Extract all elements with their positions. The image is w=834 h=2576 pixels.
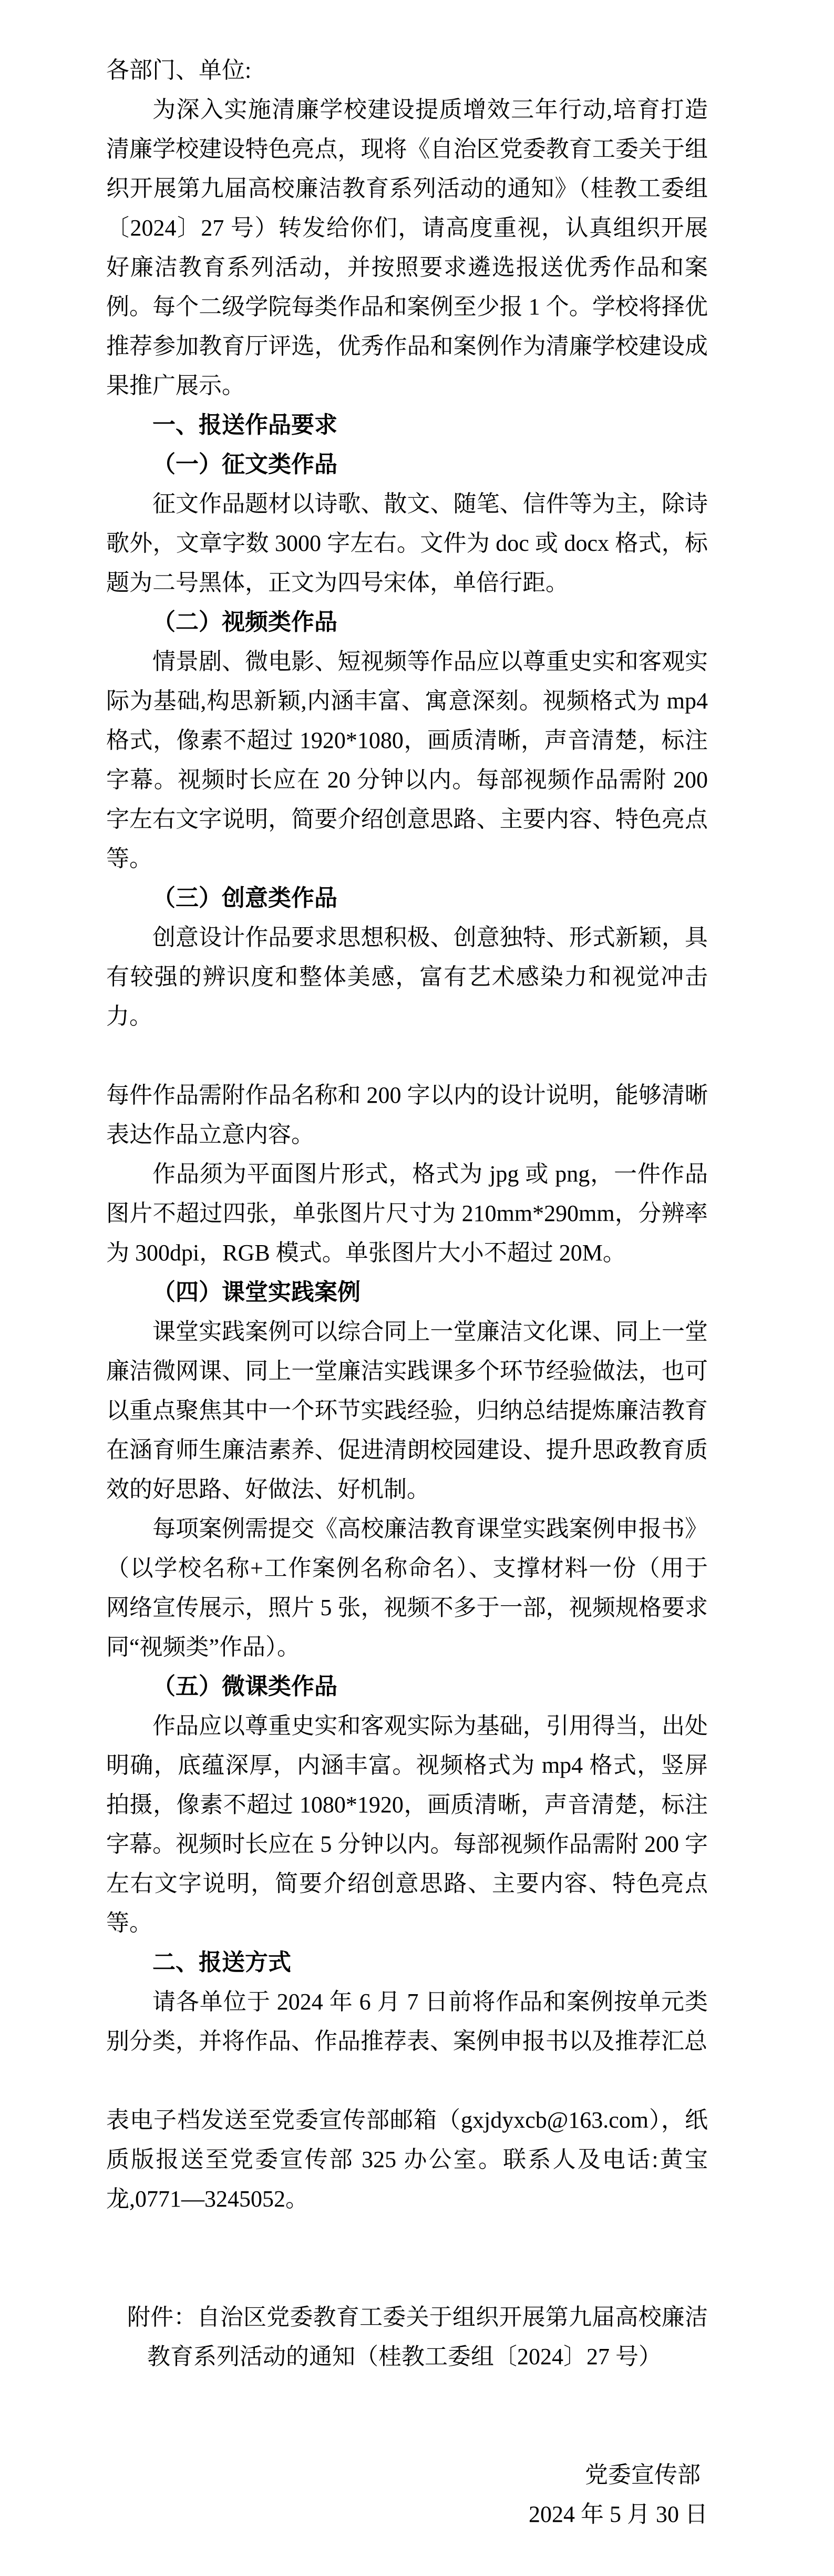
attachment-note: 附件：自治区党委教育工委关于组织开展第九届高校廉洁教育系列活动的通知（桂教工委组〔2024〕27 号） (127, 2304, 708, 2369)
blank-line (106, 2376, 708, 2455)
sub-heading-essay-works: （一）征文类作品 (152, 451, 337, 477)
salutation-line: 各部门、单位: (106, 57, 252, 83)
sub-heading-video-works: （二）视频类作品 (152, 609, 337, 635)
signature-org: 党委宣传部 (585, 2462, 701, 2488)
essay-requirements-paragraph: 征文作品题材以诗歌、散文、随笔、信件等为主，除诗歌外，文章字数 3000 字左右。文件为 doc 或 docx 格式，标题为二号黑体，正文为四号宋体，单倍行距。 (106, 491, 708, 596)
submission-deadline-paragraph: 请各单位于 2024 年 6 月 7 日前将作品和案例按单元类别分类，并将作品、作品推荐表、案例申报书以及推荐汇总 (106, 1989, 708, 2054)
creative-image-spec-paragraph: 作品须为平面图片形式，格式为 jpg 或 png，一件作品图片不超过四张，单张图片尺寸为 210mm*290mm，分辨率为 300dpi，RGB 模式。单张图片大小不超过 20M。 (106, 1161, 708, 1266)
sub-heading-creative-works: （三）创意类作品 (152, 885, 337, 911)
video-requirements-paragraph: 情景剧、微电影、短视频等作品应以尊重史实和客观实际为基础,构思新颖,内涵丰富、寓意深刻。视频格式为 mp4 格式，像素不超过 1920*1080，画质清晰，声音清楚，标注字幕。视频时长应在 20 分钟以内。每部视频作品需附 200 字左右文字说明，简要介绍创意思路、主要内容、特色亮点等。 (106, 649, 708, 871)
section-1-heading: 一、报送作品要求 (152, 412, 337, 438)
intro-paragraph: 为深入实施清廉学校建设提质增效三年行动,培育打造清廉学校建设特色亮点，现将《自治区党委教育工委关于组织开展第九届高校廉洁教育系列活动的通知》（桂教工委组〔2024〕27 号）转发给你们，请高度重视，认真组织开展好廉洁教育系列活动，并按照要求遴选报送优秀作品和案例。每个二级学院每类作品和案例至少报 1 个。学校将择优推荐参加教育厅评选，优秀作品和案例作为清廉学校建设成果推广展示。 (106, 97, 708, 398)
creative-requirements-paragraph: 创意设计作品要求思想积极、创意独特、形式新颖，具有较强的辨识度和整体美感，富有艺术感染力和视觉冲击力。 (106, 925, 708, 1029)
blank-line (106, 2061, 708, 2100)
creative-description-paragraph: 每件作品需附作品名称和 200 字以内的设计说明，能够清晰表达作品立意内容。 (106, 1082, 708, 1147)
case-submission-paragraph: 每项案例需提交《高校廉洁教育课堂实践案例申报书》（以学校名称+工作案例名称命名）、支撑材料一份（用于网络宣传展示，照片 5 张，视频不多于一部，视频规格要求同“视频类”作品）。 (106, 1516, 708, 1660)
sub-heading-microlecture-works: （五）微课类作品 (152, 1674, 337, 1699)
microlecture-requirements-paragraph: 作品应以尊重史实和客观实际为基础，引用得当，出处明确，底蕴深厚，内涵丰富。视频格式为 mp4 格式，竖屏拍摄，像素不超过 1080*1920，画质清晰，声音清楚，标注字幕。视频时长应在 5 分钟以内。每部视频作品需附 200 字左右文字说明，简要介绍创意思路、主要内容、特色亮点等。 (106, 1713, 708, 1936)
blank-line (106, 2219, 708, 2297)
sub-heading-classroom-practice-case: （四）课堂实践案例 (152, 1279, 361, 1305)
blank-line (106, 1036, 708, 1075)
section-2-heading: 二、报送方式 (152, 1949, 291, 1975)
submission-contact-paragraph: 表电子档发送至党委宣传部邮箱（gxjdyxcb@163.com），纸质版报送至党委宣传部 325 办公室。联系人及电话:黄宝龙,0771—3245052。 (106, 2107, 708, 2212)
signature-date: 2024 年 5 月 30 日 (529, 2501, 708, 2527)
classroom-case-paragraph: 课堂实践案例可以综合同上一堂廉洁文化课、同上一堂廉洁微网课、同上一堂廉洁实践课多个环节经验做法，也可以重点聚焦其中一个环节实践经验，归纳总结提炼廉洁教育在涵育师生廉洁素养、促进清朗校园建设、提升思政教育质效的好思路、好做法、好机制。 (106, 1319, 708, 1502)
